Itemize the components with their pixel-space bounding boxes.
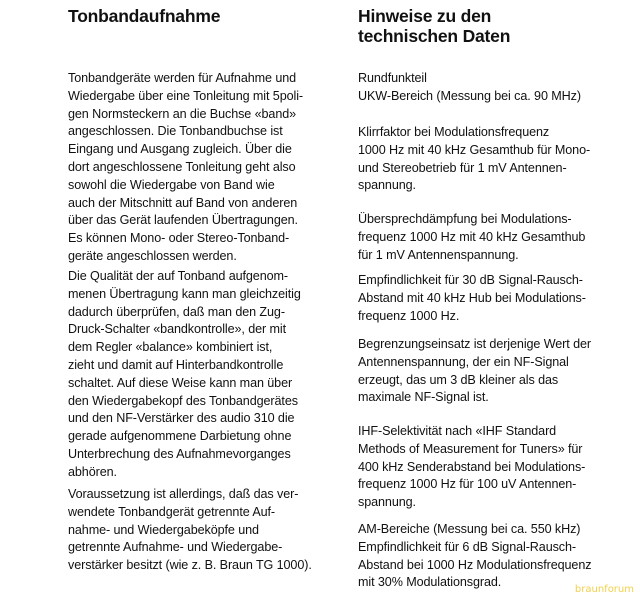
right-heading bbox=[358, 0, 628, 46]
left-paragraph-line: angeschlossen. Die Tonbandbuchse ist bbox=[68, 124, 283, 139]
left-paragraph-line: abhören. bbox=[68, 464, 117, 479]
left-paragraph-line: verstärker besitzt (wie z. B. Braun TG 1000). bbox=[68, 558, 312, 573]
right-paragraph-line: mit 30% Modulationsgrad. bbox=[358, 575, 502, 590]
right-paragraph-line: für 1 mV Antennenspannung. bbox=[358, 247, 519, 262]
right-paragraph-line: Übersprechdämpfung bei Modulations- bbox=[358, 212, 572, 226]
left-paragraph-line: Wiedergabe über eine Tonleitung mit 5poli- bbox=[68, 88, 303, 103]
left-paragraph-line: den Wiedergabekopf des Tonbandgerätes bbox=[68, 393, 298, 408]
left-paragraph-line: wendete Tonbandgerät getrennte Auf- bbox=[68, 504, 276, 519]
right-heading-line-2: technischen Daten bbox=[358, 26, 511, 46]
left-paragraph-line: gen Normsteckern an die Buchse «band» bbox=[68, 106, 297, 121]
left-paragraph-line: dem Regler «balance» kombiniert ist, bbox=[68, 340, 273, 355]
left-paragraph-line: zieht und damit auf Hinterbandkontrolle bbox=[68, 357, 284, 372]
left-paragraph-line: Es können Mono- oder Stereo-Tonband- bbox=[68, 231, 290, 246]
left-paragraph bbox=[68, 70, 303, 266]
right-paragraph bbox=[358, 336, 591, 407]
left-paragraph-line: Voraussetzung ist allerdings, daß das ver- bbox=[68, 487, 299, 501]
right-paragraph-line: erzeugt, das um 3 dB kleiner als das bbox=[358, 372, 559, 387]
right-paragraph-line: Begrenzungseinsatz ist derjenige Wert der bbox=[358, 337, 591, 351]
left-paragraph-line: menen Übertragung kann man gleichzeitig bbox=[68, 286, 301, 301]
left-paragraph-line: Eingang und Ausgang zugleich. Über die bbox=[68, 142, 292, 157]
left-paragraph-line: Druck-Schalter «bandkontrolle», der mit bbox=[68, 322, 286, 337]
right-paragraph-line: 400 kHz Senderabstand bei Modulations- bbox=[358, 459, 586, 474]
right-paragraph-line: und Stereobetrieb für 1 mV Antennen- bbox=[358, 160, 567, 175]
left-heading: Tonbandaufnahme bbox=[68, 6, 221, 26]
left-paragraph-line: geräte angeschlossen werden. bbox=[68, 248, 237, 263]
right-paragraph bbox=[358, 521, 591, 592]
right-heading-line-1: Hinweise zu den bbox=[358, 6, 492, 26]
right-column bbox=[358, 0, 628, 590]
right-paragraph-line: maximale NF-Signal ist. bbox=[358, 390, 489, 405]
right-paragraph-line: spannung. bbox=[358, 178, 416, 193]
right-paragraph bbox=[358, 124, 590, 195]
right-paragraph-line: Empfindlichkeit für 30 dB Signal-Rausch- bbox=[358, 273, 583, 287]
right-paragraph-line: frequenz 1000 Hz. bbox=[358, 308, 460, 323]
left-paragraph-line: sowohl die Wiedergabe von Band wie bbox=[68, 177, 275, 192]
right-paragraph bbox=[358, 272, 586, 325]
left-paragraph-line: und den NF-Verstärker des audio 310 die bbox=[68, 411, 295, 426]
right-paragraph bbox=[358, 211, 585, 264]
right-paragraph-line: frequenz 1000 Hz für 100 uV Antennen- bbox=[358, 477, 577, 492]
right-paragraph-line: 1000 Hz mit 40 kHz Gesamthub für Mono- bbox=[358, 142, 591, 157]
right-paragraph-line: spannung. bbox=[358, 495, 416, 510]
left-paragraph-line: Die Qualität der auf Tonband aufgenom- bbox=[68, 269, 289, 283]
left-paragraph-line: über das Gerät laufenden Übertragungen. bbox=[68, 213, 298, 228]
left-paragraph-line: dort angeschlossene Tonleitung geht also bbox=[68, 159, 296, 174]
right-paragraph-line: Abstand mit 40 kHz Hub bei Modulations- bbox=[358, 290, 586, 305]
left-paragraph-line: dadurch überprüfen, daß man den Zug- bbox=[68, 304, 285, 319]
right-paragraph-line: UKW-Bereich (Messung bei ca. 90 MHz) bbox=[358, 88, 581, 103]
right-paragraph bbox=[358, 70, 581, 106]
right-paragraph-line: AM-Bereiche (Messung bei ca. 550 kHz) bbox=[358, 522, 581, 536]
left-column bbox=[68, 0, 340, 573]
left-paragraph-line: Unterbrechung des Aufnahmevorganges bbox=[68, 446, 291, 461]
left-paragraph-line: auch der Mitschnitt auf Band von anderen bbox=[68, 195, 298, 210]
left-paragraph bbox=[68, 486, 312, 575]
left-paragraph-line: gerade aufgenommene Darbietung ohne bbox=[68, 429, 292, 444]
right-paragraph-line: frequenz 1000 Hz mit 40 kHz Gesamthub bbox=[358, 229, 586, 244]
left-paragraph-line: nahme- und Wiedergabeköpfe und bbox=[68, 522, 259, 537]
right-paragraph-line: Klirrfaktor bei Modulationsfrequenz bbox=[358, 125, 550, 139]
left-paragraph-line: schaltet. Auf diese Weise kann man über bbox=[68, 375, 293, 390]
left-paragraph bbox=[68, 268, 301, 482]
right-paragraph-line: Methods of Measurement for Tuners» für bbox=[358, 441, 583, 456]
left-paragraph-line: getrennte Aufnahme- und Wiedergabe- bbox=[68, 540, 283, 555]
right-paragraph-line: IHF-Selektivität nach «IHF Standard bbox=[358, 424, 557, 438]
left-paragraph-line: Tonbandgeräte werden für Aufnahme und bbox=[68, 71, 297, 85]
right-paragraph-line: Empfindlichkeit für 6 dB Signal-Rausch- bbox=[358, 539, 576, 554]
right-paragraph bbox=[358, 423, 585, 512]
right-paragraph-line: Antennenspannung, der ein NF-Signal bbox=[358, 354, 569, 369]
right-paragraph-line: Abstand bei 1000 Hz Modulationsfrequenz bbox=[358, 557, 592, 572]
right-paragraph-line: Rundfunkteil bbox=[358, 71, 427, 85]
watermark: braunforum bbox=[574, 584, 634, 595]
